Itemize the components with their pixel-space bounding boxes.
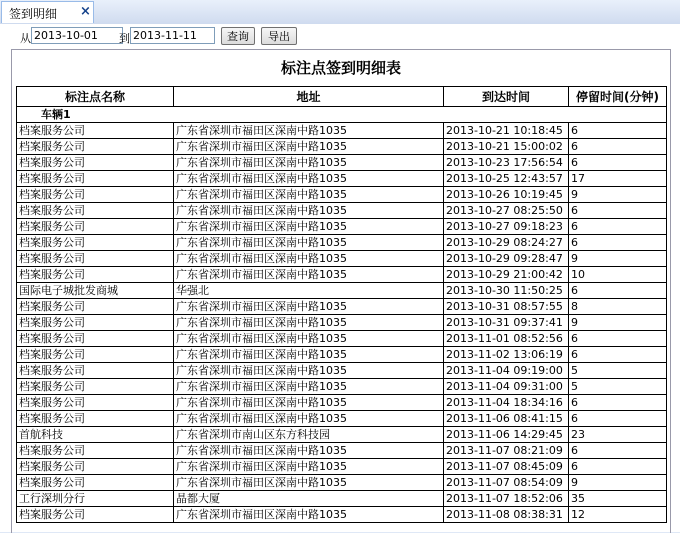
cell-name: 档案服务公司: [17, 235, 174, 251]
cell-name: 档案服务公司: [17, 443, 174, 459]
cell-stay: 5: [569, 379, 667, 395]
cell-stay: 6: [569, 203, 667, 219]
cell-stay: 9: [569, 187, 667, 203]
cell-address: 广东省深圳市福田区深南中路1035: [174, 459, 444, 475]
cell-name: 档案服务公司: [17, 331, 174, 347]
table-row: [17, 331, 667, 347]
cell-name: 档案服务公司: [17, 395, 174, 411]
table-row: [17, 363, 667, 379]
cell-stay: 5: [569, 363, 667, 379]
table-row: [17, 155, 667, 171]
cell-stay: 8: [569, 299, 667, 315]
cell-address: 广东省深圳市福田区深南中路1035: [174, 203, 444, 219]
cell-name: 档案服务公司: [17, 155, 174, 171]
cell-arrival: 2013-10-27 09:18:23: [444, 219, 569, 235]
table-row: [17, 491, 667, 507]
header-arrival: 到达时间: [444, 87, 569, 107]
cell-arrival: 2013-10-26 10:19:45: [444, 187, 569, 203]
cell-name: 档案服务公司: [17, 475, 174, 491]
table-row: [17, 187, 667, 203]
cell-arrival: 2013-10-21 10:18:45: [444, 123, 569, 139]
cell-address: 晶都大厦: [174, 491, 444, 507]
cell-name: 档案服务公司: [17, 123, 174, 139]
cell-name: 档案服务公司: [17, 267, 174, 283]
table-row: [17, 395, 667, 411]
header-address: 地址: [174, 87, 444, 107]
cell-address: 广东省深圳市福田区深南中路1035: [174, 187, 444, 203]
cell-arrival: 2013-10-31 09:37:41: [444, 315, 569, 331]
table-row: [17, 299, 667, 315]
cell-address: 广东省深圳市福田区深南中路1035: [174, 267, 444, 283]
cell-arrival: 2013-10-29 08:24:27: [444, 235, 569, 251]
cell-arrival: 2013-11-04 09:19:00: [444, 363, 569, 379]
cell-stay: 17: [569, 171, 667, 187]
cell-arrival: 2013-11-07 18:52:06: [444, 491, 569, 507]
cell-address: 广东省深圳市福田区深南中路1035: [174, 363, 444, 379]
cell-address: 广东省深圳市福田区深南中路1035: [174, 379, 444, 395]
cell-stay: 23: [569, 427, 667, 443]
cell-address: 广东省深圳市福田区深南中路1035: [174, 299, 444, 315]
cell-arrival: 2013-11-07 08:21:09: [444, 443, 569, 459]
report-area: [11, 49, 671, 533]
cell-stay: 6: [569, 443, 667, 459]
query-button[interactable]: 查询: [221, 27, 255, 45]
cell-stay: 35: [569, 491, 667, 507]
cell-address: 广东省深圳市福田区深南中路1035: [174, 155, 444, 171]
from-label: 从: [20, 32, 31, 45]
cell-address: 广东省深圳市福田区深南中路1035: [174, 331, 444, 347]
cell-address: 广东省深圳市福田区深南中路1035: [174, 411, 444, 427]
cell-arrival: 2013-10-25 12:43:57: [444, 171, 569, 187]
cell-arrival: 2013-11-01 08:52:56: [444, 331, 569, 347]
table-row: [17, 507, 667, 523]
cell-name: 档案服务公司: [17, 347, 174, 363]
cell-name: 工行深圳分行: [17, 491, 174, 507]
report-title: 标注点签到明细表: [280, 59, 401, 77]
cell-name: 国际电子城批发商城: [17, 283, 174, 299]
table-row: [17, 283, 667, 299]
table-row: [17, 411, 667, 427]
table-row: [17, 139, 667, 155]
cell-name: 档案服务公司: [17, 251, 174, 267]
from-date-input[interactable]: [31, 27, 123, 44]
cell-arrival: 2013-10-23 17:56:54: [444, 155, 569, 171]
main-panel: [0, 24, 680, 532]
table-row: [17, 251, 667, 267]
cell-stay: 9: [569, 475, 667, 491]
cell-name: 档案服务公司: [17, 299, 174, 315]
cell-address: 广东省深圳市福田区深南中路1035: [174, 443, 444, 459]
filter-toolbar: [0, 24, 680, 48]
cell-name: 档案服务公司: [17, 219, 174, 235]
cell-address: 广东省深圳市福田区深南中路1035: [174, 315, 444, 331]
to-label: 到: [119, 32, 130, 45]
tab-label: 签到明细: [9, 7, 58, 21]
cell-stay: 12: [569, 507, 667, 523]
cell-stay: 9: [569, 251, 667, 267]
cell-address: 广东省深圳市福田区深南中路1035: [174, 123, 444, 139]
header-row: [17, 87, 667, 107]
cell-arrival: 2013-10-27 08:25:50: [444, 203, 569, 219]
cell-stay: 6: [569, 331, 667, 347]
cell-arrival: 2013-10-29 09:28:47: [444, 251, 569, 267]
close-icon[interactable]: ×: [80, 4, 91, 19]
cell-name: 档案服务公司: [17, 139, 174, 155]
cell-arrival: 2013-11-07 08:45:09: [444, 459, 569, 475]
cell-stay: 6: [569, 411, 667, 427]
cell-stay: 6: [569, 347, 667, 363]
to-date-input[interactable]: [130, 27, 215, 44]
table-row: [17, 219, 667, 235]
cell-arrival: 2013-10-29 21:00:42: [444, 267, 569, 283]
table-row: [17, 459, 667, 475]
group-label: 车辆1: [17, 107, 667, 123]
cell-arrival: 2013-11-06 14:29:45: [444, 427, 569, 443]
cell-address: 广东省深圳市福田区深南中路1035: [174, 347, 444, 363]
table-row: [17, 267, 667, 283]
cell-stay: 6: [569, 219, 667, 235]
cell-address: 华强北: [174, 283, 444, 299]
table-row: [17, 347, 667, 363]
cell-stay: 6: [569, 395, 667, 411]
cell-name: 档案服务公司: [17, 203, 174, 219]
cell-stay: 6: [569, 139, 667, 155]
checkin-table: [16, 86, 667, 523]
cell-name: 档案服务公司: [17, 171, 174, 187]
cell-address: 广东省深圳市福田区深南中路1035: [174, 219, 444, 235]
cell-name: 档案服务公司: [17, 187, 174, 203]
cell-arrival: 2013-10-30 11:50:25: [444, 283, 569, 299]
cell-arrival: 2013-11-02 13:06:19: [444, 347, 569, 363]
cell-address: 广东省深圳市福田区深南中路1035: [174, 507, 444, 523]
cell-stay: 9: [569, 315, 667, 331]
table-row: [17, 475, 667, 491]
header-name: 标注点名称: [17, 87, 174, 107]
cell-address: 广东省深圳市福田区深南中路1035: [174, 475, 444, 491]
table-row: [17, 379, 667, 395]
table-row: [17, 427, 667, 443]
cell-address: 广东省深圳市南山区东方科技园: [174, 427, 444, 443]
cell-stay: 6: [569, 235, 667, 251]
cell-arrival: 2013-11-04 09:31:00: [444, 379, 569, 395]
export-button[interactable]: 导出: [261, 27, 297, 45]
cell-name: 档案服务公司: [17, 507, 174, 523]
cell-name: 首航科技: [17, 427, 174, 443]
table-row: [17, 443, 667, 459]
cell-stay: 10: [569, 267, 667, 283]
group-row: [17, 107, 667, 123]
table-row: [17, 203, 667, 219]
cell-arrival: 2013-11-08 08:38:31: [444, 507, 569, 523]
cell-arrival: 2013-11-07 08:54:09: [444, 475, 569, 491]
tab-bar: [0, 0, 680, 25]
cell-stay: 6: [569, 283, 667, 299]
tab-checkin-detail[interactable]: [1, 1, 94, 23]
cell-address: 广东省深圳市福田区深南中路1035: [174, 395, 444, 411]
cell-address: 广东省深圳市福田区深南中路1035: [174, 171, 444, 187]
table-row: [17, 123, 667, 139]
cell-name: 档案服务公司: [17, 379, 174, 395]
table-row: [17, 315, 667, 331]
table-row: [17, 235, 667, 251]
cell-address: 广东省深圳市福田区深南中路1035: [174, 251, 444, 267]
cell-name: 档案服务公司: [17, 315, 174, 331]
cell-stay: 6: [569, 459, 667, 475]
cell-arrival: 2013-10-31 08:57:55: [444, 299, 569, 315]
cell-stay: 6: [569, 123, 667, 139]
cell-stay: 6: [569, 155, 667, 171]
cell-address: 广东省深圳市福田区深南中路1035: [174, 235, 444, 251]
cell-arrival: 2013-10-21 15:00:02: [444, 139, 569, 155]
cell-name: 档案服务公司: [17, 411, 174, 427]
cell-name: 档案服务公司: [17, 363, 174, 379]
cell-arrival: 2013-11-06 08:41:15: [444, 411, 569, 427]
cell-arrival: 2013-11-04 18:34:16: [444, 395, 569, 411]
header-stay: 停留时间(分钟): [569, 87, 667, 107]
cell-address: 广东省深圳市福田区深南中路1035: [174, 139, 444, 155]
table-row: [17, 171, 667, 187]
cell-name: 档案服务公司: [17, 459, 174, 475]
